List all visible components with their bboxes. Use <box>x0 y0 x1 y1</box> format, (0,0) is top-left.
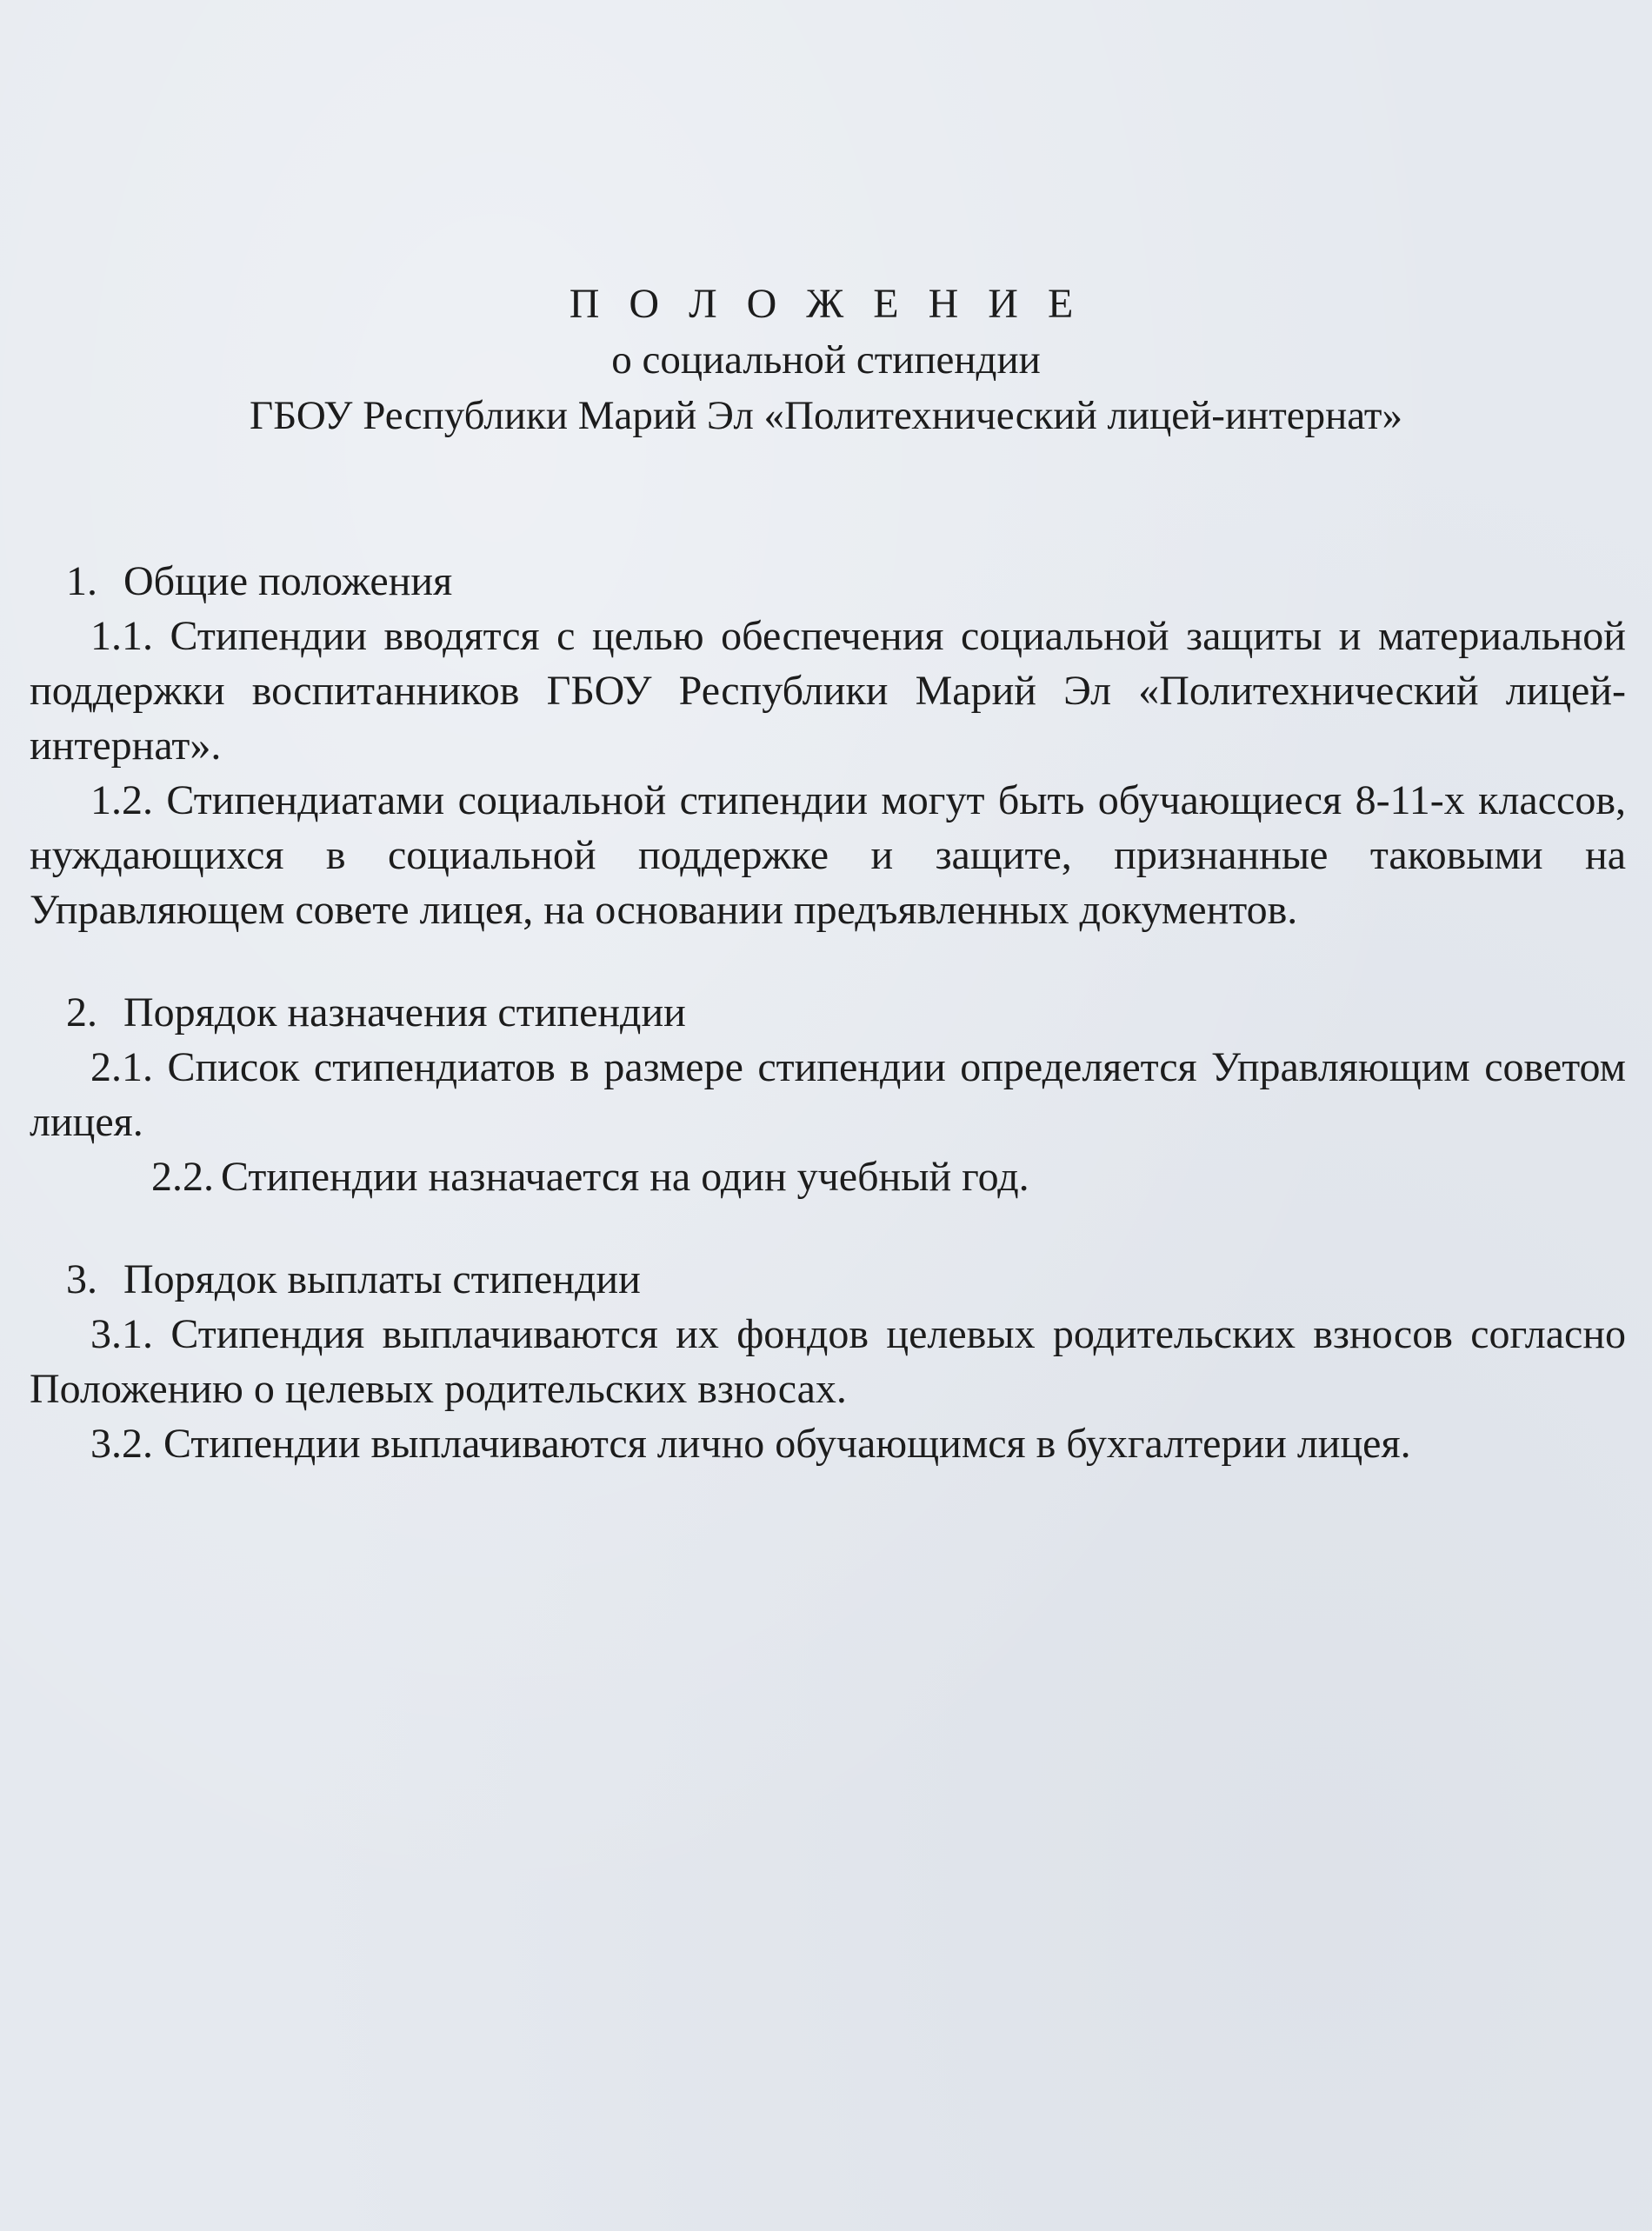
section-title-2: Порядок назначения стипендии <box>123 989 686 1036</box>
section-heading-1 <box>30 554 1626 609</box>
section-gap <box>30 1204 1626 1252</box>
document-subtitle: о социальной стипендии <box>611 337 1041 383</box>
section-heading-3 <box>30 1252 1626 1307</box>
section-number-3: 3. <box>66 1256 97 1302</box>
section-number-1: 1. <box>66 558 97 604</box>
section-title-1: Общие положения <box>123 558 453 604</box>
paragraph-3-1: 3.1. Стипендия выплачиваются их фондов целевых родительских взносов согласно Положению о целевых родительских взносах. <box>30 1311 1626 1412</box>
document-title-block <box>0 276 1652 443</box>
institution-name: ГБОУ Республики Марий Эл «Политехнический лицей-интернат» <box>250 393 1402 438</box>
paragraph-1-1: 1.1. Стипендии вводятся с целью обеспечения социальной защиты и материальной поддержки воспитанников ГБОУ Республики Марий Эл «Политехнический лицей-интернат». <box>30 613 1626 769</box>
paragraph-2-1: 2.1. Список стипендиатов в размере стипендии определяется Управляющим советом лицея. <box>30 1044 1626 1145</box>
paragraph-1-2: 1.2. Стипендиатами социальной стипендии могут быть обучающиеся 8-11-х классов, нуждающихся в социальной поддержке и защите, признанные таковыми на Управляющем совете лицея, на основании предъявленных документов. <box>30 777 1626 933</box>
document-body <box>30 554 1626 1471</box>
section-heading-2 <box>30 985 1626 1040</box>
section-number-2: 2. <box>66 989 97 1036</box>
paragraph-2-2-number: 2.2. <box>151 1154 214 1200</box>
paragraph-2-2-text: Стипендии назначается на один учебный год. <box>221 1154 1029 1200</box>
section-title-3: Порядок выплаты стипендии <box>123 1256 641 1302</box>
section-gap <box>30 937 1626 985</box>
document-title: П О Л О Ж Е Н И Е <box>569 281 1083 327</box>
paragraph-3-2: 3.2. Стипендии выплачиваются лично обучающимся в бухгалтерии лицея. <box>90 1421 1411 1467</box>
paragraph-2-2 <box>30 1149 1626 1204</box>
